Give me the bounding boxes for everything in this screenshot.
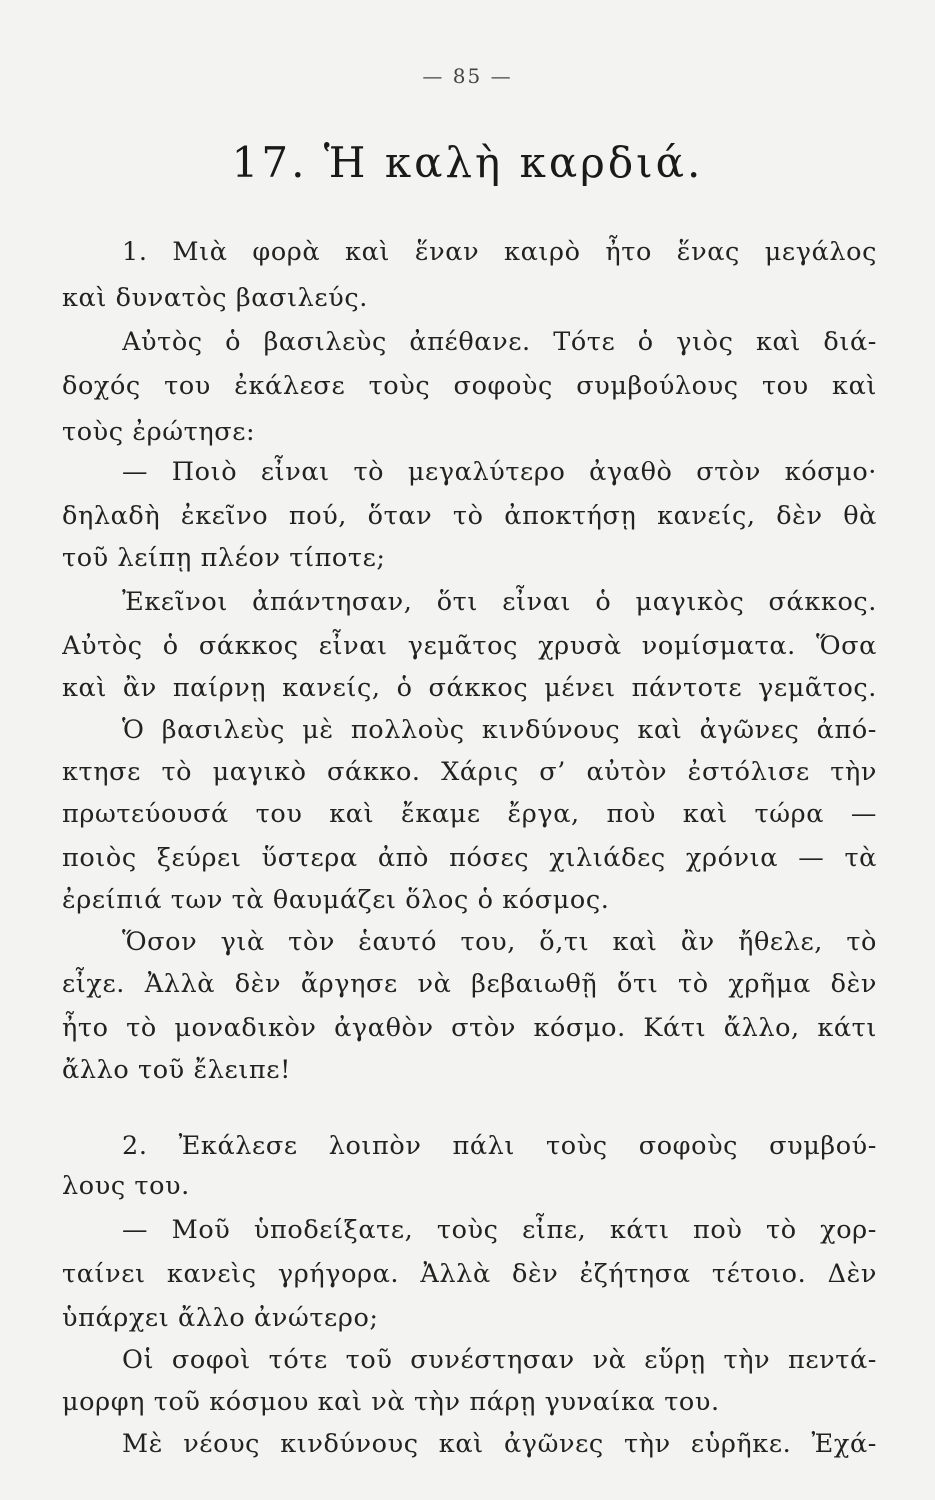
text-line: 1. Μιὰ φορὰ καὶ ἕναν καιρὸ ἦτο ἕνας μεγάλος	[122, 237, 877, 267]
text-line: ὑπάρχει ἄλλο ἀνώτερο;	[62, 1303, 379, 1333]
text-line: κτησε τὸ μαγικὸ σάκκο. Χάρις σ’ αὐτὸν ἐστόλισε τὴν	[62, 757, 877, 787]
text-line: Οἱ σοφοὶ τότε τοῦ συνέστησαν νὰ εὕρῃ τὴν πεντά-	[122, 1345, 877, 1375]
text-line: δοχός του ἐκάλεσε τοὺς σοφοὺς συμβούλους του καὶ	[62, 371, 877, 401]
text-line: ἦτο τὸ μοναδικὸν ἀγαθὸν στὸν κόσμο. Κάτι ἄλλο, κάτι	[62, 1013, 877, 1043]
text-line: λους του.	[62, 1171, 190, 1201]
text-line: τοῦ λείπῃ πλέον τίποτε;	[62, 543, 386, 573]
text-line: — Ποιὸ εἶναι τὸ μεγαλύτερο ἀγαθὸ στὸν κόσμο·	[122, 457, 877, 487]
text-line: μορφη τοῦ κόσμου καὶ νὰ τὴν πάρῃ γυναίκα του.	[62, 1387, 720, 1417]
text-line: εἶχε. Ἀλλὰ δὲν ἄργησε νὰ βεβαιωθῇ ὅτι τὸ χρῆμα δὲν	[62, 969, 877, 999]
chapter-title: 17. Ἡ καλὴ καρδιά.	[231, 138, 704, 187]
text-line: καὶ δυνατὸς βασιλεύς.	[62, 283, 368, 313]
text-line: Ἐκεῖνοι ἀπάντησαν, ὅτι εἶναι ὁ μαγικὸς σάκκος.	[122, 587, 877, 617]
text-line: 2. Ἐκάλεσε λοιπὸν πάλι τοὺς σοφοὺς συμβού-	[122, 1131, 877, 1161]
text-line: Αὐτὸς ὁ σάκκος εἶναι γεμᾶτος χρυσὰ νομίσματα. Ὅσα	[62, 631, 877, 661]
text-line: καὶ ἂν παίρνῃ κανείς, ὁ σάκκος μένει πάντοτε γεμᾶτος.	[62, 673, 877, 703]
text-line: Μὲ νέους κινδύνους καὶ ἀγῶνες τὴν εὑρῆκε. Ἐχά-	[122, 1429, 877, 1459]
text-line: τοὺς ἐρώτησε:	[62, 417, 256, 447]
text-line: Αὐτὸς ὁ βασιλεὺς ἀπέθανε. Τότε ὁ γιὸς καὶ διά-	[122, 327, 877, 357]
text-line: Ὅσον γιὰ τὸν ἑαυτό του, ὅ,τι καὶ ἂν ἤθελε, τὸ	[122, 927, 877, 957]
page-number: — 85 —	[422, 64, 513, 88]
text-line: ἄλλο τοῦ ἔλειπε!	[62, 1055, 291, 1085]
text-line: πρωτεύουσά του καὶ ἔκαμε ἔργα, ποὺ καὶ τώρα —	[62, 799, 877, 829]
text-line: — Μοῦ ὑποδείξατε, τοὺς εἶπε, κάτι ποὺ τὸ χορ-	[122, 1215, 877, 1245]
text-line: ταίνει κανεὶς γρήγορα. Ἀλλὰ δὲν ἐζήτησα τέτοιο. Δὲν	[62, 1259, 877, 1289]
text-line: Ὁ βασιλεὺς μὲ πολλοὺς κινδύνους καὶ ἀγῶνες ἀπό-	[122, 715, 877, 745]
text-line: δηλαδὴ ἐκεῖνο πού, ὅταν τὸ ἀποκτήσῃ κανείς, δὲν θὰ	[62, 501, 877, 531]
text-line: ποιὸς ξεύρει ὕστερα ἀπὸ πόσες χιλιάδες χρόνια — τὰ	[62, 843, 877, 873]
text-line: ἐρείπιά των τὰ θαυμάζει ὅλος ὁ κόσμος.	[62, 885, 610, 915]
